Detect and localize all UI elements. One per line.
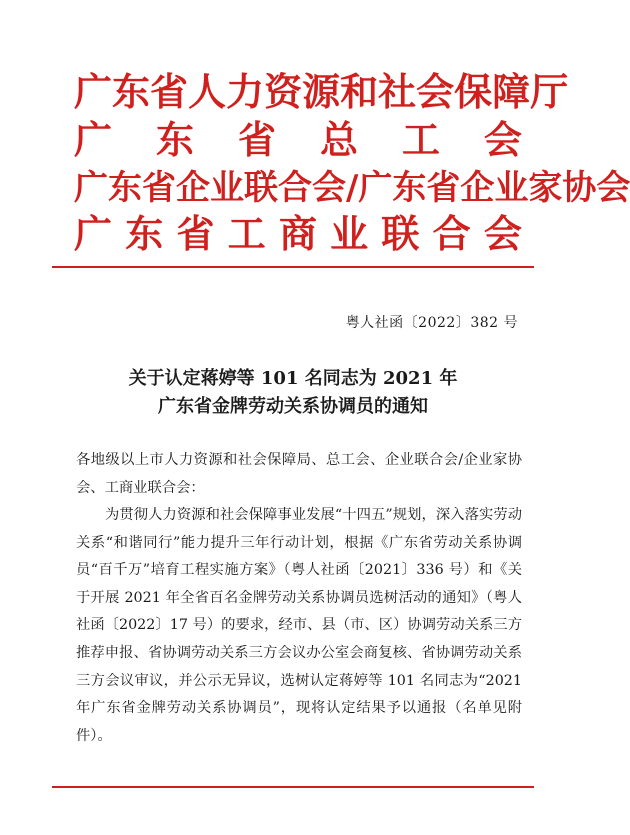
issuer-char: 会 bbox=[483, 211, 522, 256]
issuer-char: 省 bbox=[176, 211, 215, 256]
document-number: 粤人社函〔2022〕382 号 bbox=[345, 315, 518, 331]
issuer-char: 社 bbox=[378, 69, 417, 114]
issuer-line-3: 广东省企业联合会/广东省企业家协会 bbox=[74, 168, 630, 208]
issuer-char: 广 bbox=[74, 117, 113, 162]
issuer-char: 总 bbox=[319, 117, 358, 162]
issuer-char: 资 bbox=[264, 69, 303, 114]
issuer-line-2 bbox=[74, 118, 522, 162]
document-title-line-2: 广东省金牌劳动关系协调员的通知 bbox=[158, 396, 428, 417]
issuer-char: 业 bbox=[330, 211, 369, 256]
issuer-char: 商 bbox=[278, 211, 317, 256]
issuer-line-1 bbox=[74, 69, 569, 114]
issuer-char: 会 bbox=[483, 117, 522, 162]
issuer-char: 广 bbox=[74, 211, 113, 256]
issuer-char: 广 bbox=[74, 69, 113, 114]
issuer-char: 会 bbox=[416, 69, 455, 114]
issuer-char: 合 bbox=[432, 211, 471, 256]
document-title-line-1: 关于认定蒋婷等 101 名同志为 2021 年 bbox=[128, 368, 458, 389]
issuer-char: 省 bbox=[150, 69, 189, 114]
salutation: 各地级以上市人力资源和社会保障局、总工会、企业联合会/企业家协会、工商业联合会： bbox=[76, 452, 522, 496]
header-red-rule bbox=[52, 266, 534, 268]
body-paragraph: 为贯彻人力资源和社会保障事业发展“十四五”规划，深入落实劳动关系“和谐同行”能力提升三年行动计划，根据《广东省劳动关系协调员“百千万”培育工程实施方案》（粤人社函〔2021〕336 号）和《关于开展 2021 年全省百名金牌劳动关系协调员选树活动的通知》（粤人社函〔2022〕17 号）的要求，经市、县（市、区）协调劳动关系三方推荐申报、省协调劳动关系三方会议办公室会商复核、省协调劳动关系三方会议审议，并公示无异议，选树认定蒋婷等 101 名同志为“2021 年广东省金牌劳动关系协调员”，现将认定结果予以通报（名单见附件）。 bbox=[76, 507, 522, 744]
issuer-char: 省 bbox=[237, 117, 276, 162]
issuer-char: 东 bbox=[112, 69, 151, 114]
issuer-char: 联 bbox=[381, 211, 420, 256]
issuer-char: 人 bbox=[188, 69, 227, 114]
issuer-char: 和 bbox=[340, 69, 379, 114]
issuer-char: 工 bbox=[227, 211, 266, 256]
issuer-char: 厅 bbox=[530, 69, 569, 114]
issuer-char: 力 bbox=[226, 69, 265, 114]
issuer-char: 障 bbox=[492, 69, 531, 114]
issuer-char: 保 bbox=[454, 69, 493, 114]
issuer-char: 东 bbox=[155, 117, 194, 162]
issuer-char: 源 bbox=[302, 69, 341, 114]
issuer-line-4 bbox=[74, 212, 522, 256]
issuer-char: 工 bbox=[401, 117, 440, 162]
issuer-char: 东 bbox=[125, 211, 164, 256]
footer-red-rule bbox=[52, 786, 534, 788]
